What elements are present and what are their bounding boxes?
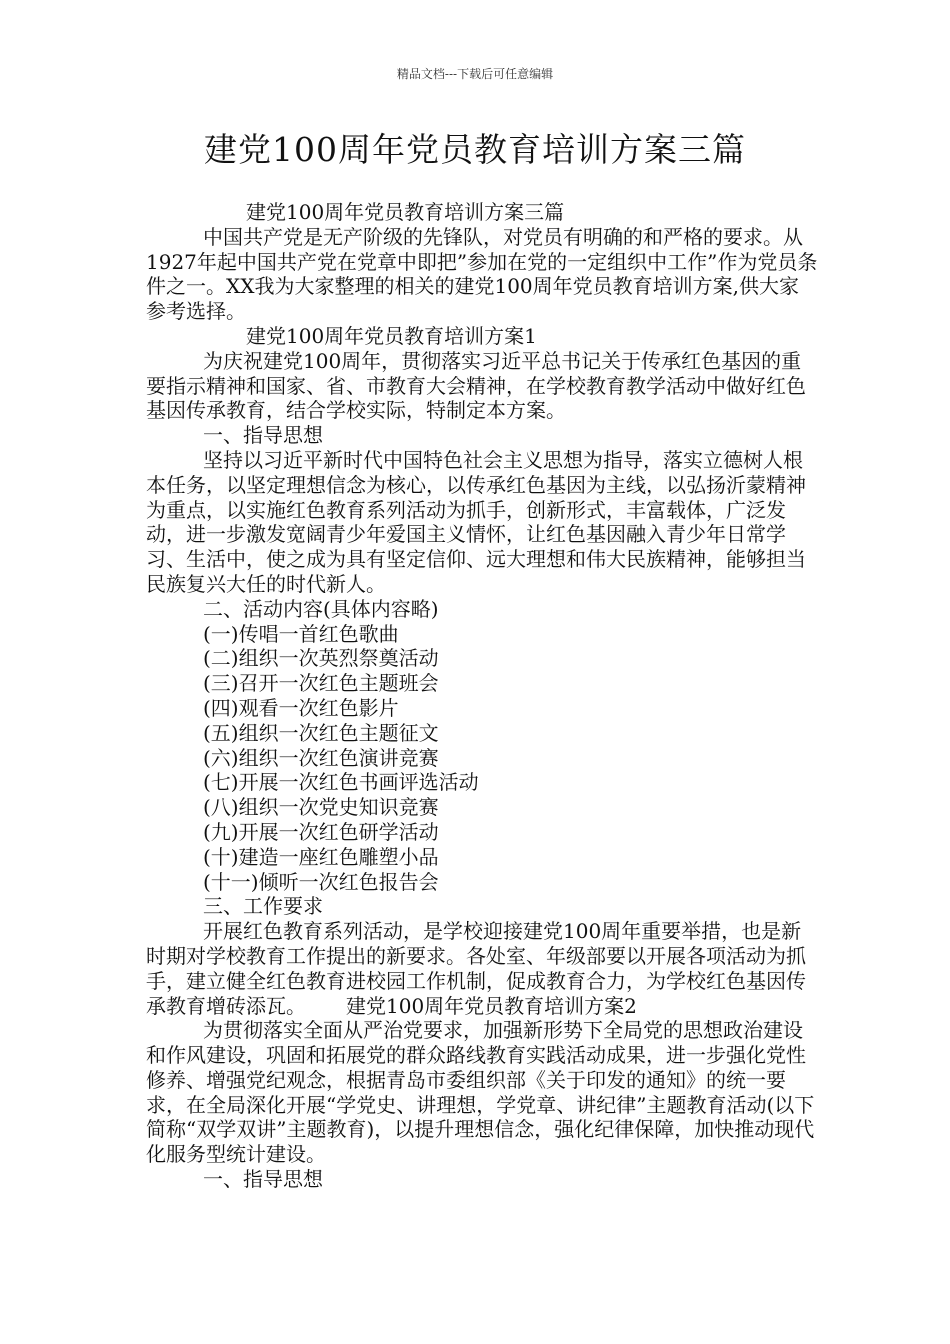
document-body xyxy=(146,200,818,1192)
activity-item: (五)组织一次红色主题征文 xyxy=(203,720,439,745)
activity-item: (九)开展一次红色研学活动 xyxy=(203,819,439,844)
plan2-heading: 建党100周年党员教育培训方案2 xyxy=(346,993,637,1018)
section1-heading: 一、指导思想 xyxy=(203,423,323,448)
activity-item: (二)组织一次英烈祭奠活动 xyxy=(203,646,439,671)
plan2-intro-paragraph: 为贯彻落实全面从严治党要求，加强新形势下全局党的思想政治建设和作风建设，巩固和拓展党的群众路线教育实践活动成果，进一步强化党性修养、增强党纪观念，根据青岛市委组织部《关于印发的通知》的统一要求，在全局深化开展“学党史、讲理想，学党章、讲纪律”主题教育活动(以下简称“双学双讲”主题教育)，以提升理想信念，强化纪律保障，加快推动现代化服务型统计建设。 xyxy=(146,1018,815,1167)
subtitle: 建党100周年党员教育培训方案三篇 xyxy=(246,200,565,224)
activity-item: (四)观看一次红色影片 xyxy=(203,695,399,720)
section3-text: 开展红色教育系列活动，是学校迎接建党100周年重要举措，也是新时期对学校教育工作提出的新要求。各处室、年级部要以开展各项活动为抓手，建立健全红色教育进校园工作机制，促成教育合力，为学校红色基因传承教育增砖添瓦。 xyxy=(146,919,806,1018)
plan1-heading: 建党100周年党员教育培训方案1 xyxy=(246,323,537,348)
activity-item: (六)组织一次红色演讲竞赛 xyxy=(203,745,439,770)
document-title: 建党100周年党员教育培训方案三篇 xyxy=(204,130,746,169)
activity-item: (十)建造一座红色雕塑小品 xyxy=(203,844,439,869)
activity-item: (十一)倾听一次红色报告会 xyxy=(203,869,439,894)
activity-item: (七)开展一次红色书画评选活动 xyxy=(203,770,479,795)
plan1-intro-paragraph: 为庆祝建党100周年，贯彻落实习近平总书记关于传承红色基因的重要指示精神和国家、省、市教育大会精神，在学校教育教学活动中做好红色基因传承教育，结合学校实际，特制定本方案。 xyxy=(146,348,806,423)
section3-heading: 三、工作要求 xyxy=(203,894,323,919)
section1-paragraph: 坚持以习近平新时代中国特色社会主义思想为指导，落实立德树人根本任务，以坚定理想信念为核心，以传承红色基因为主线，以弘扬沂蒙精神为重点，以实施红色教育系列活动为抓手，创新形式，丰富载体，广泛发动，进一步激发宽阔青少年爱国主义情怀，让红色基因融入青少年日常学习、生活中，使之成为具有坚定信仰、远大理想和伟大民族精神，能够担当民族复兴大任的时代新人。 xyxy=(146,447,806,596)
section2-heading: 二、活动内容(具体内容略) xyxy=(203,596,439,621)
header-note: 精品文档---下载后可任意编辑 xyxy=(396,67,554,81)
activity-item: (三)召开一次红色主题班会 xyxy=(203,671,439,696)
intro-paragraph: 中国共产党是无产阶级的先锋队，对党员有明确的和严格的要求。从1927年起中国共产党在党章中即把”参加在党的一定组织中工作”作为党员条件之一。XX我为大家整理的相关的建党100周年党员教育培训方案,供大家参考选择。 xyxy=(146,224,818,324)
activity-item: (八)组织一次党史知识竞赛 xyxy=(203,795,439,820)
activity-item: (一)传唱一首红色歌曲 xyxy=(203,621,399,646)
section3-paragraph xyxy=(146,919,818,1018)
plan2-section1-heading: 一、指导思想 xyxy=(203,1167,323,1192)
